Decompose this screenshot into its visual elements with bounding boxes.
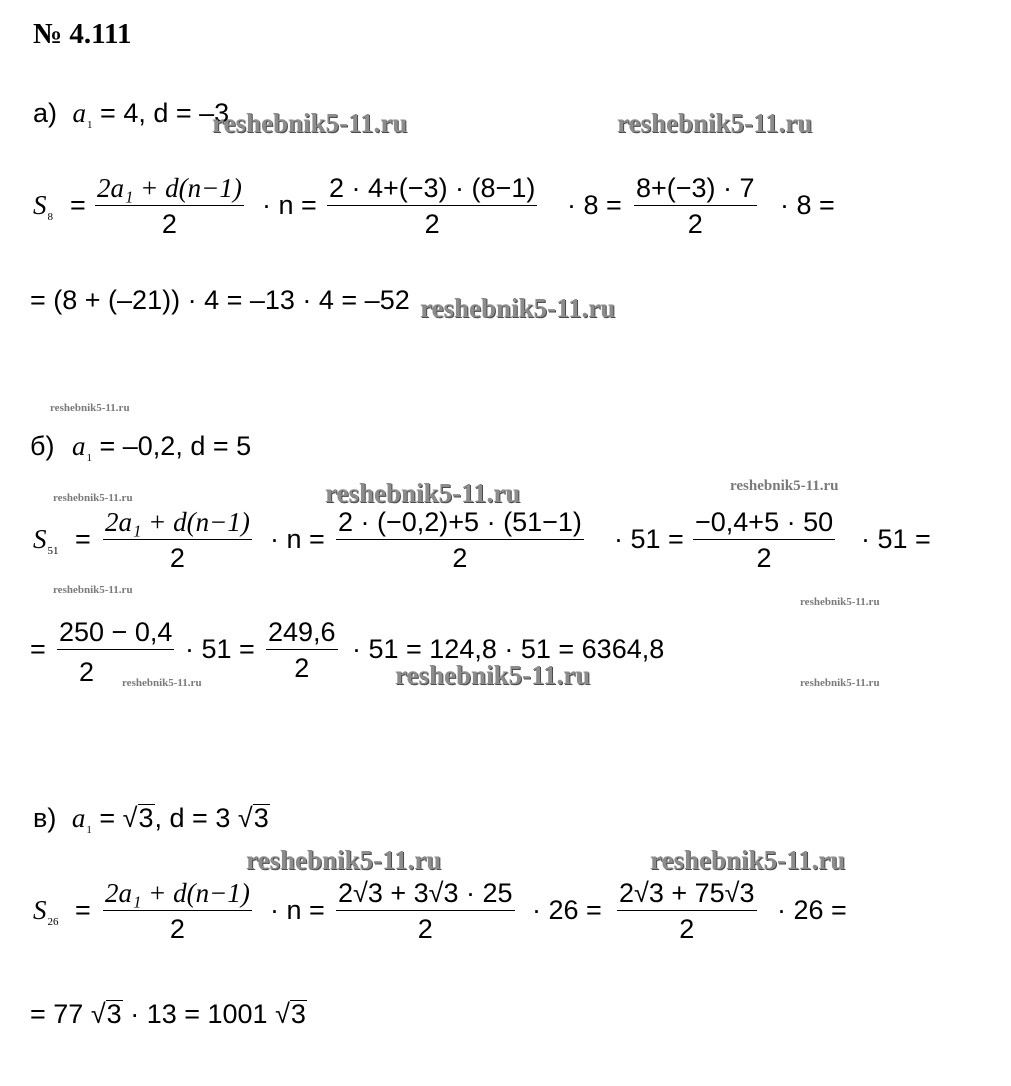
a1-symbol: a (72, 98, 87, 128)
sqrt-icon: √ (90, 999, 106, 1029)
fraction-denominator: 2 (756, 543, 772, 573)
part-b-given-values: = –0,2, d = 5 (99, 431, 252, 461)
part-a-formula-fraction (95, 175, 244, 238)
radicand: 3 (138, 803, 154, 833)
a1-subscript: 1 (86, 452, 92, 464)
sum-subscript: 8 (47, 211, 53, 223)
radicand: 3 (253, 803, 269, 833)
fraction-denominator: 2 (169, 914, 185, 944)
part-a-result-line: = (8 + (–21)) · 4 = –13 · 4 = –52 (30, 285, 410, 315)
equals-sign: = (99, 803, 116, 833)
sum-subscript: 51 (47, 545, 59, 557)
fraction-numerator: 2 · (−0,2)+5 · (51−1) (338, 507, 582, 537)
watermark-small: reshebnik5-11.ru (800, 677, 880, 689)
part-a-sum-symbol (33, 192, 53, 223)
part-b-result-fraction (266, 619, 338, 682)
sqrt-icon: √ (122, 803, 138, 833)
fraction-numerator: −0,4+5 · 50 (695, 507, 834, 537)
watermark-small: reshebnik5-11.ru (122, 677, 202, 689)
fraction-numerator: 2a₁ + d(n−1) (105, 878, 250, 908)
fraction-denominator: 2 (169, 543, 185, 573)
part-c-given (33, 804, 270, 836)
sum-subscript: 26 (47, 916, 59, 928)
sum-letter: S (33, 895, 47, 925)
watermark: reshebnik5-11.ru (420, 293, 616, 323)
equals-sign: = (70, 190, 86, 220)
watermark-small: reshebnik5-11.ru (50, 402, 130, 414)
equals-sign: = (75, 524, 91, 554)
watermark: reshebnik5-11.ru (325, 478, 521, 508)
part-a-simplified-fraction (634, 175, 757, 238)
watermark: reshebnik5-11.ru (246, 845, 442, 875)
times-n: · n = (270, 524, 325, 554)
fraction-denominator: 2 (687, 209, 703, 239)
part-a-given-values: = 4, d = –3 (100, 98, 230, 128)
watermark: reshebnik5-11.ru (617, 108, 813, 138)
part-a-substituted-fraction (327, 175, 537, 238)
part-b-label: б) (30, 431, 55, 461)
fraction-denominator: 2 (679, 914, 695, 944)
part-c-result-line (30, 1000, 307, 1028)
part-b-substituted-fraction (336, 509, 584, 572)
radicand: 3 (290, 999, 306, 1029)
watermark-small: reshebnik5-11.ru (53, 584, 133, 596)
fraction-numerator: 2a₁ + d(n−1) (97, 173, 242, 203)
fraction-denominator: 2 (417, 914, 433, 944)
watermark: reshebnik5-11.ru (212, 108, 408, 138)
part-b-difference-fraction (57, 619, 174, 686)
a1-symbol: a (71, 803, 86, 833)
watermark-small: reshebnik5-11.ru (730, 478, 839, 494)
fraction-numerator: 2√3 + 3√3 · 25 (338, 878, 513, 908)
a1-subscript: 1 (86, 824, 92, 836)
times-n: · n = (270, 895, 325, 925)
fraction-denominator: 2 (161, 209, 177, 239)
fraction-numerator: 2a₁ + d(n−1) (105, 507, 250, 537)
times-8: · 8 = (567, 190, 622, 220)
part-c-simplified-fraction (617, 880, 757, 943)
part-a-label: а) (33, 98, 58, 128)
part-b-sum-symbol (33, 526, 59, 557)
result-final: · 13 = 1001 (130, 999, 268, 1029)
fraction-denominator: 2 (452, 543, 468, 573)
equals-sign: = (30, 634, 46, 664)
fraction-denominator: 2 (79, 657, 95, 687)
watermark-small: reshebnik5-11.ru (800, 596, 880, 608)
fraction-numerator: 8+(−3) · 7 (636, 173, 755, 203)
part-b-result-tail: · 51 = 124,8 · 51 = 6364,8 (352, 634, 665, 664)
part-a-given (33, 100, 229, 131)
fraction-numerator: 2√3 + 75√3 (619, 878, 755, 908)
fraction-numerator: 250 − 0,4 (59, 617, 173, 647)
fraction-numerator: 249,6 (268, 617, 336, 647)
a1-subscript: 1 (87, 119, 93, 131)
times-26: · 26 = (532, 895, 602, 925)
times-26-equals: · 26 = (777, 895, 847, 925)
part-c-formula-fraction (103, 880, 252, 943)
times-8-equals: · 8 = (780, 190, 835, 220)
sum-letter: S (33, 190, 47, 220)
radicand: 3 (106, 999, 122, 1029)
problem-number: № 4.111 (33, 18, 132, 50)
times-n: · n = (262, 190, 317, 220)
watermark-small: reshebnik5-11.ru (53, 492, 133, 504)
times-51: · 51 = (614, 524, 684, 554)
part-b-formula-fraction (103, 509, 252, 572)
part-c-sum-symbol (33, 897, 59, 928)
sqrt-icon: √ (275, 999, 290, 1029)
times-51: · 51 = (185, 634, 255, 664)
part-c-substituted-fraction (336, 880, 515, 943)
part-c-label: в) (33, 803, 57, 833)
fraction-numerator: 2 · 4+(−3) · (8−1) (329, 173, 536, 203)
times-51-equals: · 51 = (861, 524, 931, 554)
part-b-given (30, 433, 251, 464)
watermark: reshebnik5-11.ru (395, 660, 591, 690)
equals-sign: = (75, 895, 91, 925)
result-coefficient: = 77 (30, 999, 84, 1029)
sum-letter: S (33, 524, 47, 554)
part-c-given-d: , d = 3 (154, 803, 231, 833)
sqrt-icon: √ (237, 803, 253, 833)
fraction-denominator: 2 (424, 209, 440, 239)
fraction-denominator: 2 (294, 653, 310, 683)
a1-symbol: a (71, 431, 86, 461)
part-b-simplified-fraction (693, 509, 835, 572)
watermark: reshebnik5-11.ru (650, 845, 846, 875)
